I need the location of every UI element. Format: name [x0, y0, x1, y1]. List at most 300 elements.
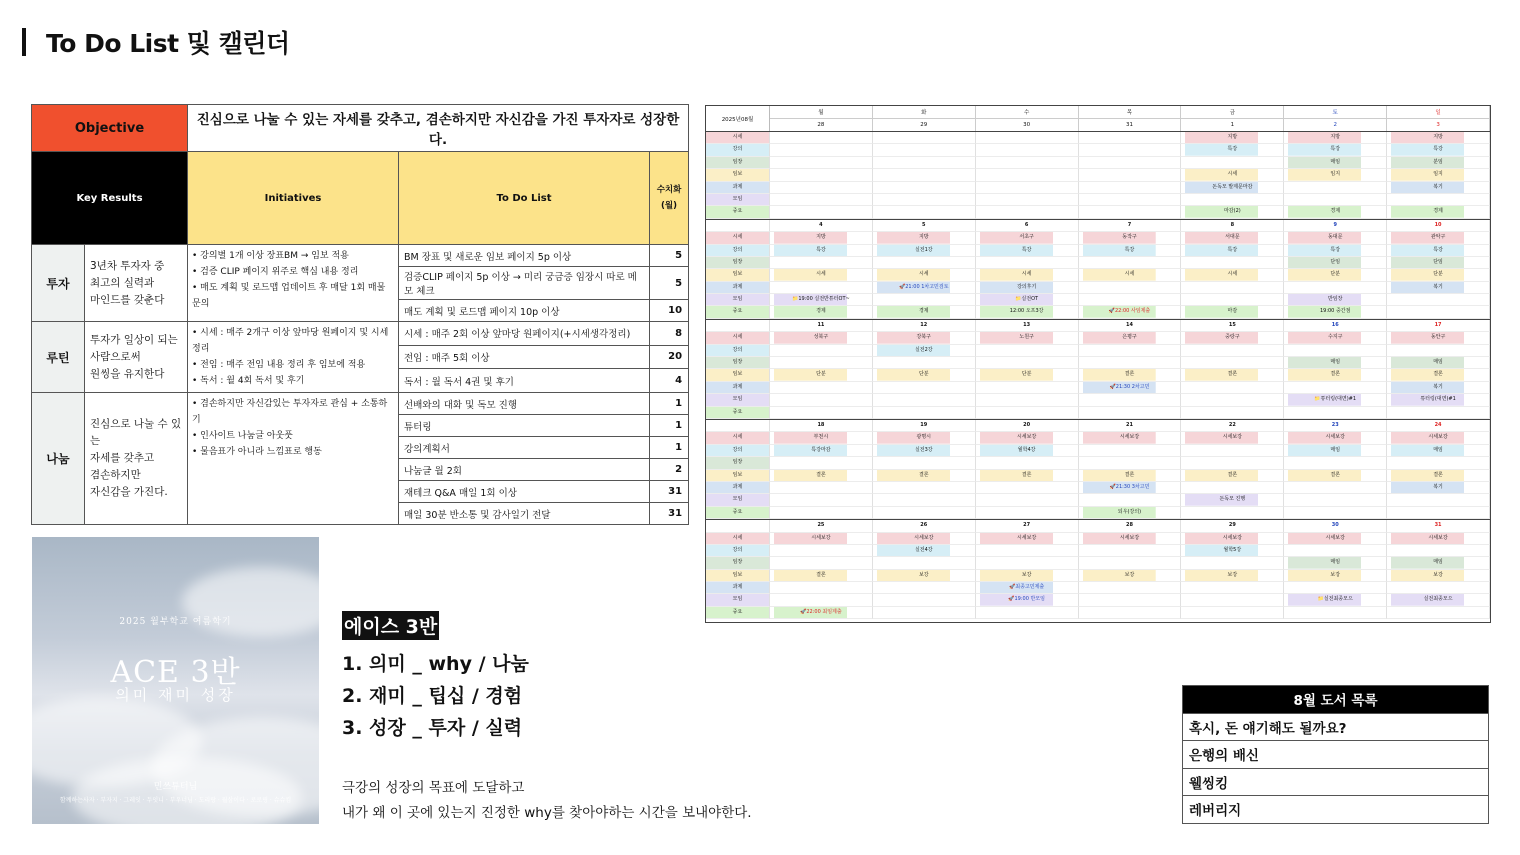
- calendar-event: 보강: [873, 570, 976, 582]
- calendar-event: [1284, 345, 1387, 357]
- date-number: 24: [1387, 420, 1490, 432]
- calendar-event: [873, 594, 976, 606]
- todo-count: 10: [650, 300, 689, 322]
- calendar-event: 결론: [1079, 369, 1182, 381]
- calendar-event: 반임장: [1284, 294, 1387, 306]
- calendar-event: [1181, 294, 1284, 306]
- row-label: 모임: [706, 594, 770, 606]
- calendar-event: [770, 357, 873, 369]
- calendar-event: 시세: [1181, 169, 1284, 181]
- row-label: 모임: [706, 494, 770, 506]
- calendar-event: [1079, 345, 1182, 357]
- calendar-event: [1079, 194, 1182, 206]
- calendar-event: [873, 157, 976, 169]
- calendar-event: 복기: [1387, 282, 1490, 294]
- calendar-event: [1387, 607, 1490, 619]
- initiative-line: • 시세 : 매주 2개구 이상 앞마당 원페이지 및 시세정리: [192, 328, 389, 354]
- ace-desc-line: 내가 왜 이 곳에 있는지 진정한 why를 찾아야하는 시간을 보내야한다.: [342, 805, 752, 821]
- calendar-event: 단분: [1387, 269, 1490, 281]
- date-number: 8: [1181, 220, 1284, 232]
- calendar-event: [770, 257, 873, 269]
- calendar-event: 지방: [873, 232, 976, 244]
- weekday-label: 월: [770, 106, 872, 119]
- okr-row: [32, 322, 689, 346]
- calendar-event: [770, 482, 873, 494]
- calendar-event: 특강: [1387, 144, 1490, 156]
- calendar-event: 마감: [1181, 306, 1284, 318]
- calendar-event: 시세: [770, 269, 873, 281]
- calendar-event: [770, 182, 873, 194]
- date-number: 4: [770, 220, 873, 232]
- todo-item: 튜터링: [399, 415, 650, 437]
- row-label: 과제: [706, 482, 770, 494]
- calendar-event: [770, 194, 873, 206]
- calendar-event: 📁실전최종모으: [1284, 594, 1387, 606]
- calendar-event: [1079, 607, 1182, 619]
- calendar-event: [976, 457, 1079, 469]
- date-number: 29: [1181, 520, 1284, 532]
- row-label: 시세: [706, 332, 770, 344]
- calendar-event: [1284, 545, 1387, 557]
- date-row-spacer: [706, 420, 770, 432]
- calendar-event: [1387, 494, 1490, 506]
- calendar-event: [976, 182, 1079, 194]
- date-row-spacer: [706, 220, 770, 232]
- key-result-line: 진심으로 나눌 수 있는: [90, 418, 182, 447]
- calendar-event: 매임: [1284, 557, 1387, 569]
- calendar-event: 📁19:00 실전반튜터OT~: [770, 294, 873, 306]
- calendar-event: 12:00 오프3강: [976, 306, 1079, 318]
- cover-subtitle: 의미 재미 성장: [115, 686, 236, 704]
- row-label: 시세: [706, 432, 770, 444]
- calendar-event: 시세보강: [1181, 533, 1284, 545]
- calendar-event: 광명시: [873, 432, 976, 444]
- calendar-event: 실전3강: [873, 445, 976, 457]
- calendar-event: 시세보강: [1387, 432, 1490, 444]
- calendar-event: [873, 607, 976, 619]
- first-week-date: 29: [920, 122, 928, 128]
- calendar-event: 서초구: [976, 232, 1079, 244]
- todo-item: 매도 계획 및 로드맵 페이지 10p 이상: [399, 300, 650, 322]
- calendar-event: [770, 169, 873, 181]
- todo-count: 20: [650, 345, 689, 369]
- weekday-label: 화: [873, 106, 975, 119]
- calendar-day-header: [976, 106, 1079, 131]
- calendar-event: 매임: [1284, 445, 1387, 457]
- weekday-label: 목: [1079, 106, 1181, 119]
- calendar-event: [1387, 545, 1490, 557]
- calendar-event: [1079, 157, 1182, 169]
- calendar-event: 특강: [770, 245, 873, 257]
- week-grid: [706, 520, 1490, 619]
- date-number: 14: [1079, 320, 1182, 332]
- calendar-event: [873, 457, 976, 469]
- row-label: 중요: [706, 407, 770, 419]
- calendar-event: [1284, 282, 1387, 294]
- row-label: 임장: [706, 257, 770, 269]
- calendar-event: 매임: [1387, 357, 1490, 369]
- calendar-event: 매임: [1387, 445, 1490, 457]
- todo-item: 재테크 Q&A 매일 1회 이상: [399, 481, 650, 503]
- calendar-event: [1387, 345, 1490, 357]
- calendar-event: [976, 157, 1079, 169]
- book-list-table: [1182, 685, 1489, 824]
- calendar-event: [1387, 407, 1490, 419]
- row-label: 시세: [706, 132, 770, 144]
- book-item: 은행의 배신: [1183, 741, 1489, 769]
- date-number: 18: [770, 420, 873, 432]
- calendar-event: 결론: [1181, 470, 1284, 482]
- calendar-event: 단분: [873, 369, 976, 381]
- initiative-line: • 검증 CLIP 페이지 위주로 핵심 내용 정리: [192, 267, 359, 277]
- calendar-event: 결론: [1387, 470, 1490, 482]
- todo-count: 1: [650, 415, 689, 437]
- objective-label: Objective: [32, 105, 188, 152]
- row-label: 중요: [706, 607, 770, 619]
- calendar-event: [976, 357, 1079, 369]
- calendar-event: [1387, 582, 1490, 594]
- date-number: 19: [873, 420, 976, 432]
- calendar-event: 보강: [1079, 570, 1182, 582]
- calendar-event: 매임: [1387, 557, 1490, 569]
- okr-key-result: [85, 322, 188, 393]
- calendar-event: 특강: [1387, 245, 1490, 257]
- calendar-day-header: [873, 106, 976, 131]
- page-header: [22, 24, 290, 60]
- page-title: To Do List 및 캘린더: [46, 29, 290, 58]
- calendar-event: [1079, 257, 1182, 269]
- key-result-line: 사람으로써: [90, 350, 141, 363]
- todo-item: 시세 : 매주 2회 이상 앞마당 원페이지(+시세생각정리): [399, 322, 650, 346]
- okr-category: 루틴: [32, 322, 85, 393]
- row-label: 과제: [706, 382, 770, 394]
- date-number: 9: [1284, 220, 1387, 232]
- calendar-event: [976, 407, 1079, 419]
- calendar-event: 🚀19:00 반모임: [976, 594, 1079, 606]
- calendar-event: 임지: [1284, 169, 1387, 181]
- calendar-event: [976, 394, 1079, 406]
- calendar-event: 경제: [873, 306, 976, 318]
- calendar-event: 단분: [1284, 269, 1387, 281]
- calendar-event: 강북구: [873, 332, 976, 344]
- calendar-event: [1079, 282, 1182, 294]
- date-number: 10: [1387, 220, 1490, 232]
- calendar-event: [976, 169, 1079, 181]
- first-week-date: 31: [1125, 122, 1133, 128]
- todo-count: 4: [650, 369, 689, 393]
- calendar-event: 복기: [1387, 182, 1490, 194]
- key-result-line: 3년차 투자자 중: [90, 259, 165, 272]
- calendar-event: 실전1강: [873, 245, 976, 257]
- calendar-event: [1181, 407, 1284, 419]
- week-grid: [706, 220, 1490, 319]
- calendar-event: [1284, 494, 1387, 506]
- okr-row: [32, 393, 689, 415]
- date-number: 27: [976, 520, 1079, 532]
- book-item: 혹시, 돈 얘기해도 될까요?: [1183, 713, 1489, 741]
- date-number: 25: [770, 520, 873, 532]
- calendar-event: [1284, 194, 1387, 206]
- calendar-event: 은평구: [1079, 332, 1182, 344]
- calendar-week: [706, 420, 1490, 520]
- calendar-event: [770, 132, 873, 144]
- calendar-event: [1181, 382, 1284, 394]
- calendar-event: 지방: [770, 232, 873, 244]
- date-number: 17: [1387, 320, 1490, 332]
- calendar-event: 시세보강: [1079, 533, 1182, 545]
- calendar-event: 결론: [976, 470, 1079, 482]
- initiatives-header: Initiatives: [188, 152, 399, 245]
- row-label: 과제: [706, 282, 770, 294]
- calendar-event: 임지: [1387, 169, 1490, 181]
- calendar-event: [770, 457, 873, 469]
- calendar-day-header: [1079, 106, 1182, 131]
- calendar-event: 단임: [1284, 257, 1387, 269]
- row-label: 임보: [706, 470, 770, 482]
- date-number: 7: [1079, 220, 1182, 232]
- date-row-spacer: [706, 320, 770, 332]
- calendar-event: [873, 257, 976, 269]
- calendar-event: 특강: [1079, 245, 1182, 257]
- row-label: 임장: [706, 557, 770, 569]
- calendar-event: 시세: [1181, 269, 1284, 281]
- calendar-event: [770, 382, 873, 394]
- calendar-event: [1181, 507, 1284, 519]
- calendar-event: 단분: [770, 369, 873, 381]
- initiative-line: • 인사이트 나눔글 아웃풋: [192, 431, 293, 441]
- calendar-day-header: [1181, 106, 1284, 131]
- calendar-event: [873, 507, 976, 519]
- ace-description: [342, 776, 752, 826]
- calendar-event: [1079, 407, 1182, 419]
- calendar-event: [1284, 457, 1387, 469]
- calendar-event: [976, 132, 1079, 144]
- calendar-event: [1387, 507, 1490, 519]
- calendar-event: 시세보강: [1079, 432, 1182, 444]
- row-label: 시세: [706, 533, 770, 545]
- okr-category: 투자: [32, 245, 85, 322]
- calendar-event: [873, 182, 976, 194]
- calendar-week: [706, 520, 1490, 619]
- calendar-event: 시세보강: [1181, 432, 1284, 444]
- calendar-week: [706, 320, 1490, 420]
- row-label: 과제: [706, 182, 770, 194]
- calendar-event: [873, 169, 976, 181]
- calendar-event: [770, 282, 873, 294]
- key-results-header: Key Results: [32, 152, 188, 245]
- ace-value-item: 3. 성장 _ 투자 / 실력: [342, 717, 523, 739]
- week-grid: [706, 320, 1490, 419]
- calendar-event: [770, 557, 873, 569]
- calendar-event: [1181, 194, 1284, 206]
- okr-key-result: [85, 393, 188, 525]
- calendar-event: [873, 132, 976, 144]
- calendar-day-header: [770, 106, 873, 131]
- calendar-event: 특강: [976, 245, 1079, 257]
- calendar-event: [1284, 507, 1387, 519]
- row-label: 중요: [706, 206, 770, 218]
- initiative-line: • 독서 : 월 4회 독서 및 후기: [192, 376, 305, 386]
- calendar-event: 결론: [1284, 369, 1387, 381]
- todo-item: 검증CLIP 페이지 5p 이상 → 미리 궁금증 임장시 따로 메모 체크: [399, 267, 650, 300]
- weekday-label: 수: [976, 106, 1078, 119]
- calendar-event: [1079, 357, 1182, 369]
- date-number: 12: [873, 320, 976, 332]
- calendar-event: [1181, 457, 1284, 469]
- calendar-event: [1284, 382, 1387, 394]
- calendar-event: [976, 557, 1079, 569]
- cover-tutor: 민쓰튜터님: [153, 782, 198, 792]
- calendar-event: 중랑구: [1181, 332, 1284, 344]
- date-number: 31: [1387, 520, 1490, 532]
- calendar-event: [1079, 294, 1182, 306]
- date-number: 30: [1284, 520, 1387, 532]
- todo-item: 전임 : 매주 5회 이상: [399, 345, 650, 369]
- calendar-event: [770, 157, 873, 169]
- calendar-event: 동대문: [1284, 232, 1387, 244]
- todo-item: 나눔글 월 2회: [399, 459, 650, 481]
- calendar-event: 경제: [1284, 206, 1387, 218]
- calendar-event: 🚀22:00 최임제출: [770, 607, 873, 619]
- calendar-event: [1079, 445, 1182, 457]
- calendar-event: [1387, 306, 1490, 318]
- calendar-event: [1284, 407, 1387, 419]
- calendar-month-label: 2025년08월: [706, 106, 770, 131]
- row-label: 강의: [706, 445, 770, 457]
- initiative-line: • 겸손하지만 자신감있는 투자자로 관심 + 소통하기: [192, 399, 388, 425]
- calendar-event: 지방: [1284, 132, 1387, 144]
- calendar-event: 보강: [1284, 570, 1387, 582]
- calendar-event: 19:00 중간점: [1284, 306, 1387, 318]
- calendar-event: 동작구: [1079, 232, 1182, 244]
- todo-count: 31: [650, 481, 689, 503]
- row-label: 임보: [706, 269, 770, 281]
- calendar-event: [976, 607, 1079, 619]
- week-grid: [706, 132, 1490, 219]
- okr-initiatives: [188, 393, 399, 525]
- todo-item: 독서 : 월 독서 4권 및 후기: [399, 369, 650, 393]
- date-number: 16: [1284, 320, 1387, 332]
- calendar-event: 수지구: [1284, 332, 1387, 344]
- calendar-event: 시세보강: [873, 533, 976, 545]
- calendar-event: [1079, 457, 1182, 469]
- key-result-line: 겸손하지만: [90, 469, 141, 481]
- first-week-date: 1: [1230, 122, 1235, 128]
- calendar-event: 지방: [1181, 132, 1284, 144]
- calendar-event: [1079, 557, 1182, 569]
- calendar-event: [1387, 294, 1490, 306]
- calendar-event: [1079, 144, 1182, 156]
- ace-value-item: 2. 재미 _ 팁십 / 경험: [342, 685, 523, 707]
- calendar-event: [770, 594, 873, 606]
- calendar-event: [873, 582, 976, 594]
- calendar-event: 🚀21:30 2차고민: [1079, 382, 1182, 394]
- first-week-date: 30: [1023, 122, 1031, 128]
- calendar-event: [1284, 482, 1387, 494]
- date-number: 20: [976, 420, 1079, 432]
- week-grid: [706, 420, 1490, 519]
- row-label: 강의: [706, 545, 770, 557]
- count-header: 수치화 (월): [650, 152, 689, 245]
- row-label: 강의: [706, 245, 770, 257]
- calendar-event: [976, 144, 1079, 156]
- date-number: 22: [1181, 420, 1284, 432]
- calendar-event: [873, 394, 976, 406]
- calendar-event: [1284, 182, 1387, 194]
- key-result-line: 자신감을 가진다.: [90, 486, 168, 498]
- todo-header: To Do List: [399, 152, 650, 245]
- calendar-event: [873, 382, 976, 394]
- calendar-event: [1181, 157, 1284, 169]
- row-label: 강의: [706, 144, 770, 156]
- calendar-event: 결론: [770, 570, 873, 582]
- date-number: 26: [873, 520, 976, 532]
- calendar-event: 📁실전OT: [976, 294, 1079, 306]
- calendar-event: [1181, 357, 1284, 369]
- calendar-event: 분임: [1387, 157, 1490, 169]
- date-number: 21: [1079, 420, 1182, 432]
- calendar-event: 단임: [1387, 257, 1490, 269]
- calendar-event: 서대문: [1181, 232, 1284, 244]
- todo-count: 5: [650, 267, 689, 300]
- calendar-event: [1079, 594, 1182, 606]
- calendar-event: [976, 345, 1079, 357]
- calendar-event: 결론: [770, 470, 873, 482]
- row-label: 임보: [706, 369, 770, 381]
- calendar-event: [1181, 282, 1284, 294]
- todo-item: 매일 30분 반소통 및 감사일기 전달: [399, 503, 650, 525]
- calendar-event: 시세보강: [770, 533, 873, 545]
- calendar-event: 결론: [1181, 369, 1284, 381]
- calendar-event: [1387, 194, 1490, 206]
- calendar-event: 월학5강: [1181, 545, 1284, 557]
- calendar-event: [1181, 594, 1284, 606]
- calendar-event: [1079, 206, 1182, 218]
- calendar-event: [1387, 457, 1490, 469]
- calendar-event: [976, 494, 1079, 506]
- row-label: 중요: [706, 306, 770, 318]
- okr-initiatives: [188, 322, 399, 393]
- calendar-event: [1284, 582, 1387, 594]
- calendar-event: [770, 545, 873, 557]
- date-number: 13: [976, 320, 1079, 332]
- row-label: 강의: [706, 345, 770, 357]
- calendar-event: 시세보강: [1387, 533, 1490, 545]
- calendar-event: [1181, 482, 1284, 494]
- calendar-event: [1079, 582, 1182, 594]
- calendar-event: 성북구: [770, 332, 873, 344]
- calendar-event: [1079, 182, 1182, 194]
- calendar-event: 시세보강: [976, 533, 1079, 545]
- calendar-event: 돈독모 발제문마감: [1181, 182, 1284, 194]
- calendar-event: 보강: [1181, 570, 1284, 582]
- calendar-event: 🚀22:00 사임제출: [1079, 306, 1182, 318]
- calendar-event: [976, 257, 1079, 269]
- ace-desc-line: 극강의 성장의 목표에 도달하고: [342, 780, 525, 796]
- calendar-week: [706, 132, 1490, 220]
- calendar-event: 특강마감: [770, 445, 873, 457]
- weekday-label: 금: [1181, 106, 1283, 119]
- calendar-event: 월학4강: [976, 445, 1079, 457]
- todo-item: BM 장표 및 새로운 임보 페이지 5p 이상: [399, 245, 650, 267]
- calendar-event: 보강: [1387, 570, 1490, 582]
- calendar-event: 경제: [770, 306, 873, 318]
- row-label: 시세: [706, 232, 770, 244]
- calendar-event: [1181, 257, 1284, 269]
- calendar-event: [976, 507, 1079, 519]
- row-label: 중요: [706, 507, 770, 519]
- calendar-event: [770, 144, 873, 156]
